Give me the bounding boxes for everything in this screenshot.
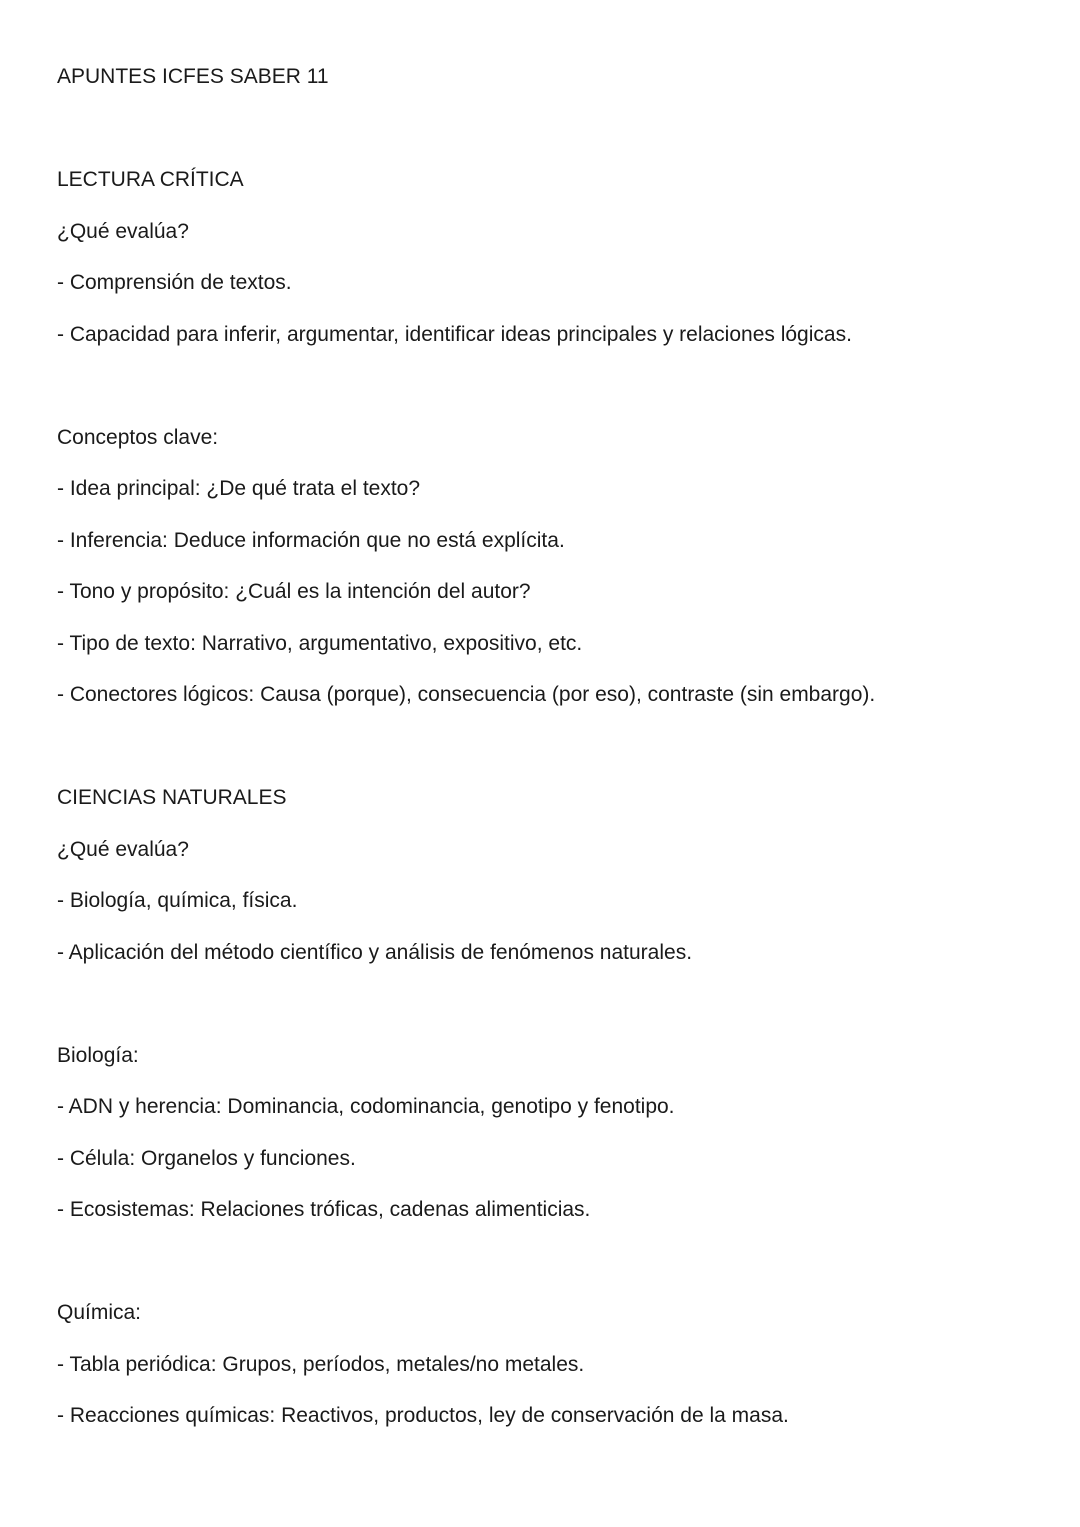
ciencias-question: ¿Qué evalúa? bbox=[57, 837, 189, 861]
section-heading-lectura-critica: LECTURA CRÍTICA bbox=[57, 168, 244, 191]
concept-item: - Tipo de texto: Narrativo, argumentativo, expositivo, etc. bbox=[57, 631, 583, 655]
concept-item: - Conectores lógicos: Causa (porque), consecuencia (por eso), contraste (sin embargo). bbox=[57, 683, 876, 706]
concepts-heading: Conceptos clave: bbox=[57, 425, 219, 449]
spacer bbox=[57, 732, 1047, 784]
biologia-item: - Ecosistemas: Relaciones tróficas, cadenas alimenticias. bbox=[57, 1198, 591, 1221]
spacer bbox=[57, 1247, 1047, 1299]
section-heading-ciencias-naturales: CIENCIAS NATURALES bbox=[57, 786, 287, 809]
quimica-item: - Reacciones químicas: Reactivos, productos, ley de conservación de la masa. bbox=[57, 1404, 789, 1427]
concept-item: - Idea principal: ¿De qué trata el texto? bbox=[57, 477, 421, 500]
lectura-item: - Capacidad para inferir, argumentar, identificar ideas principales y relaciones lógicas. bbox=[57, 322, 852, 346]
document-title: APUNTES ICFES SABER 11 bbox=[57, 65, 329, 88]
ciencias-item: - Aplicación del método científico y análisis de fenómenos naturales. bbox=[57, 940, 693, 964]
spacer bbox=[57, 989, 1047, 1041]
concept-item: - Tono y propósito: ¿Cuál es la intención del autor? bbox=[57, 580, 531, 603]
quimica-item: - Tabla periódica: Grupos, períodos, metales/no metales. bbox=[57, 1352, 585, 1376]
biologia-heading: Biología: bbox=[57, 1043, 139, 1067]
biologia-item: - ADN y herencia: Dominancia, codominancia, genotipo y fenotipo. bbox=[57, 1095, 675, 1118]
biologia-item: - Célula: Organelos y funciones. bbox=[57, 1146, 356, 1170]
spacer bbox=[57, 114, 1047, 166]
quimica-heading: Química: bbox=[57, 1301, 142, 1324]
lectura-item: - Comprensión de textos. bbox=[57, 271, 292, 294]
concept-item: - Inferencia: Deduce información que no está explícita. bbox=[57, 528, 565, 552]
document-page bbox=[57, 62, 1047, 1453]
spacer bbox=[57, 371, 1047, 423]
ciencias-item: - Biología, química, física. bbox=[57, 889, 298, 912]
lectura-question: ¿Qué evalúa? bbox=[57, 219, 189, 243]
